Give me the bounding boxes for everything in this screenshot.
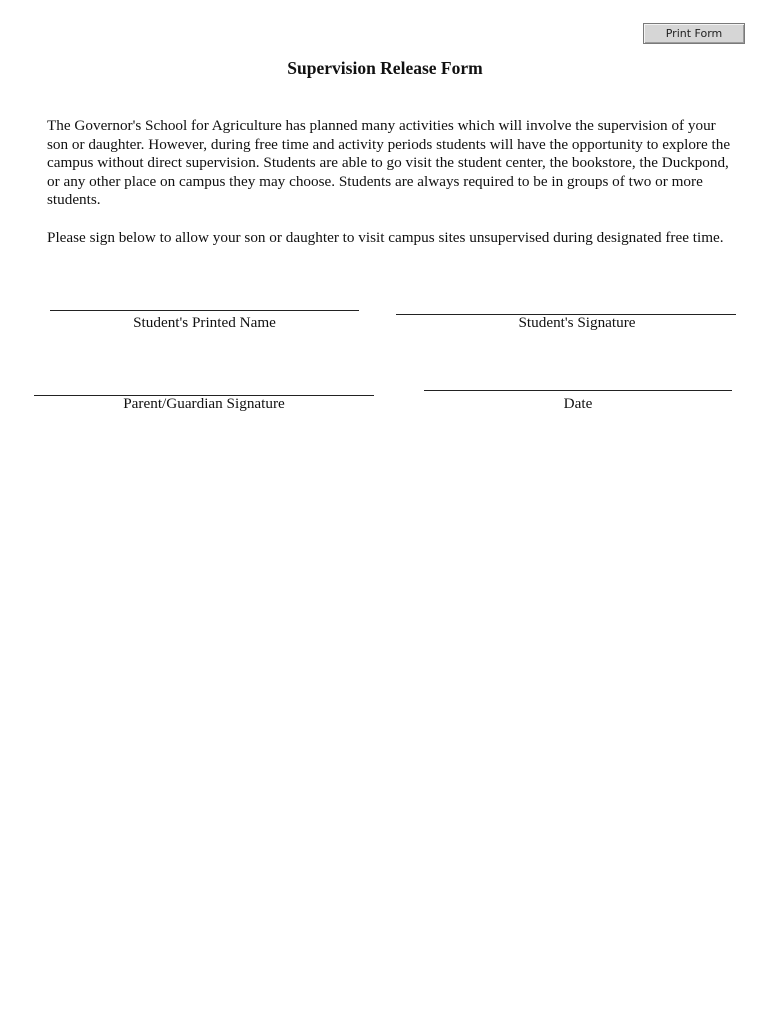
instruction-paragraph: Please sign below to allow your son or daughter to visit campus sites unsupervised during designated free time. (47, 229, 724, 246)
date-line[interactable] (424, 390, 732, 391)
date-label: Date (563, 395, 593, 412)
form-title: Supervision Release Form (287, 58, 483, 78)
student-printed-name-line[interactable] (50, 310, 359, 311)
print-form-button[interactable]: Print Form (643, 23, 745, 44)
student-signature-label: Student's Signature (518, 314, 636, 331)
parent-signature-label: Parent/Guardian Signature (123, 395, 285, 412)
intro-paragraph: The Governor's School for Agriculture has planned many activities which will involve the supervision of your son or daughter. However, during free time and activity periods students will have the opportunity to explore the campus without direct supervision. Students are able to go visit the student center, the bookstore, the Duckpond, or any other place on campus they may choose. Students are always required to be in groups of two or more students. (47, 117, 731, 209)
student-printed-name-label: Student's Printed Name (133, 314, 276, 331)
